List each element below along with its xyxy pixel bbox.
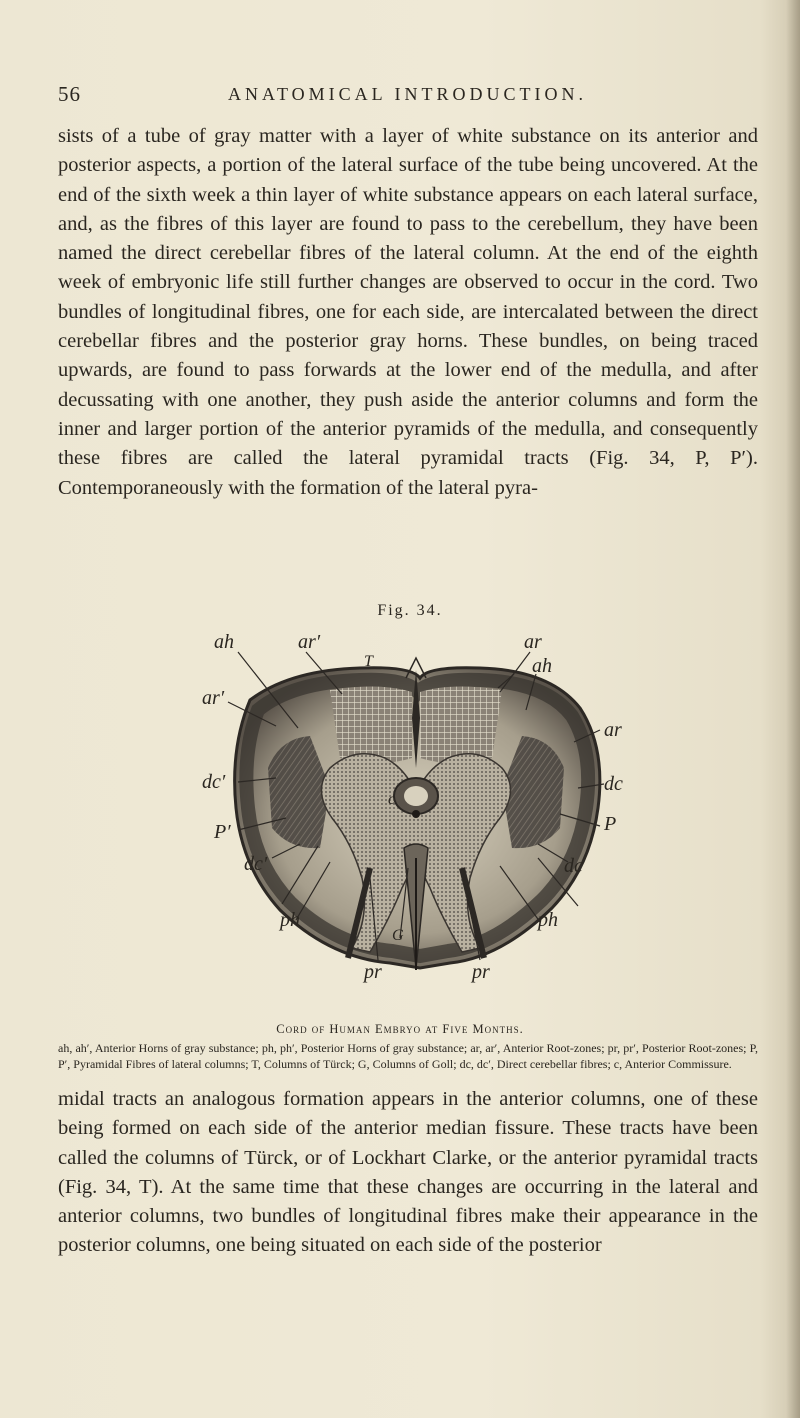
anterior-column-left xyxy=(330,686,412,763)
label-ar-prime-top: ar′ xyxy=(298,631,321,653)
page-number: 56 xyxy=(58,82,81,106)
anterior-column-right xyxy=(420,686,502,763)
body-paragraph-top: sists of a tube of gray matter with a layer of white substance on its anterior and posterior aspects, a portion of the lateral surface of the tube being uncovered. At the end of the sixth week a thin layer of white substance appears on each lateral surface, and, as the fibres of this layer are found to pass to the cerebellum, they have been named the direct cerebellar fibres of the lateral column. At the end of the eighth week of embryonic life still further changes are observed to occur in the cord. Two bundles of longitudinal fibres, one for each side, are intercalated between the direct cerebellar fibres and the posterior gray horns. These bundles, on being traced upwards, are found to pass forwards at the lower end of the medulla, and after decussating with one another, they push aside the anterior columns and form the inner and larger portion of the anterior pyramids of the medulla, and consequently these fibres are called the lateral pyramidal tracts (Fig. 34, P, P′). Contemporaneously with the formation of the lateral pyra- xyxy=(58,125,758,499)
spinal-cord-illustration xyxy=(180,618,640,1018)
label-dc-lower-right: dc xyxy=(564,855,583,877)
running-title: ANATOMICAL INTRODUCTION. xyxy=(228,84,587,104)
label-ph-right: ph xyxy=(538,909,558,931)
figure-caption-legend: ah, ah′, Anterior Horns of gray substance; ph, ph′, Posterior Horns of gray substance; ar, ar′, Anterior Root-zones; pr, pr′, Posterior Root-zones; P, P′, Pyramidal Fibres of lateral columns; T, Columns of Türck; G, Columns of Goll; dc, dc′, Direct cerebellar fibres; c, Anterior Commissure. xyxy=(58,1041,758,1071)
label-T: T xyxy=(364,653,373,670)
label-P-right: P xyxy=(604,813,617,835)
page-header xyxy=(58,82,758,112)
label-ar-prime-left: ar′ xyxy=(202,687,225,709)
label-ar-right: ar xyxy=(604,719,622,741)
label-dc-right-upper: dc xyxy=(604,773,623,795)
label-dc-prime-left: dc′ xyxy=(202,771,226,793)
label-ph-left: ph xyxy=(280,909,300,931)
label-pr-right: pr xyxy=(472,961,490,983)
page-edge-shadow xyxy=(786,0,800,1418)
label-ah-right: ah xyxy=(532,655,552,677)
label-G: G xyxy=(392,927,404,944)
figure-label: Fig. 34. xyxy=(377,602,443,619)
body-paragraph-bottom: midal tracts an analogous formation appears in the anterior columns, one of these being formed on each side of the anterior median fissure. These tracts have been called the columns of Türck, or of Lockhart Clarke, or the anterior pyramidal tracts (Fig. 34, T). At the same time that these changes are occurring in the lateral and anterior columns, two bundles of longitudinal fibres make their appearance in the posterior columns, one being situated on each side of the posterior xyxy=(58,1088,758,1257)
label-P-left: P′ xyxy=(214,821,231,843)
label-pr-left: pr xyxy=(364,961,382,983)
figure-caption-title: Cord of Human Embryo at Five Months. xyxy=(276,1022,524,1036)
label-ah-left: ah xyxy=(214,631,234,653)
label-ar-top: ar xyxy=(524,631,542,653)
figure-spinal-cord xyxy=(180,618,640,1018)
label-dc-prime-lower: dc′ xyxy=(244,853,268,875)
label-c: c xyxy=(388,791,396,808)
